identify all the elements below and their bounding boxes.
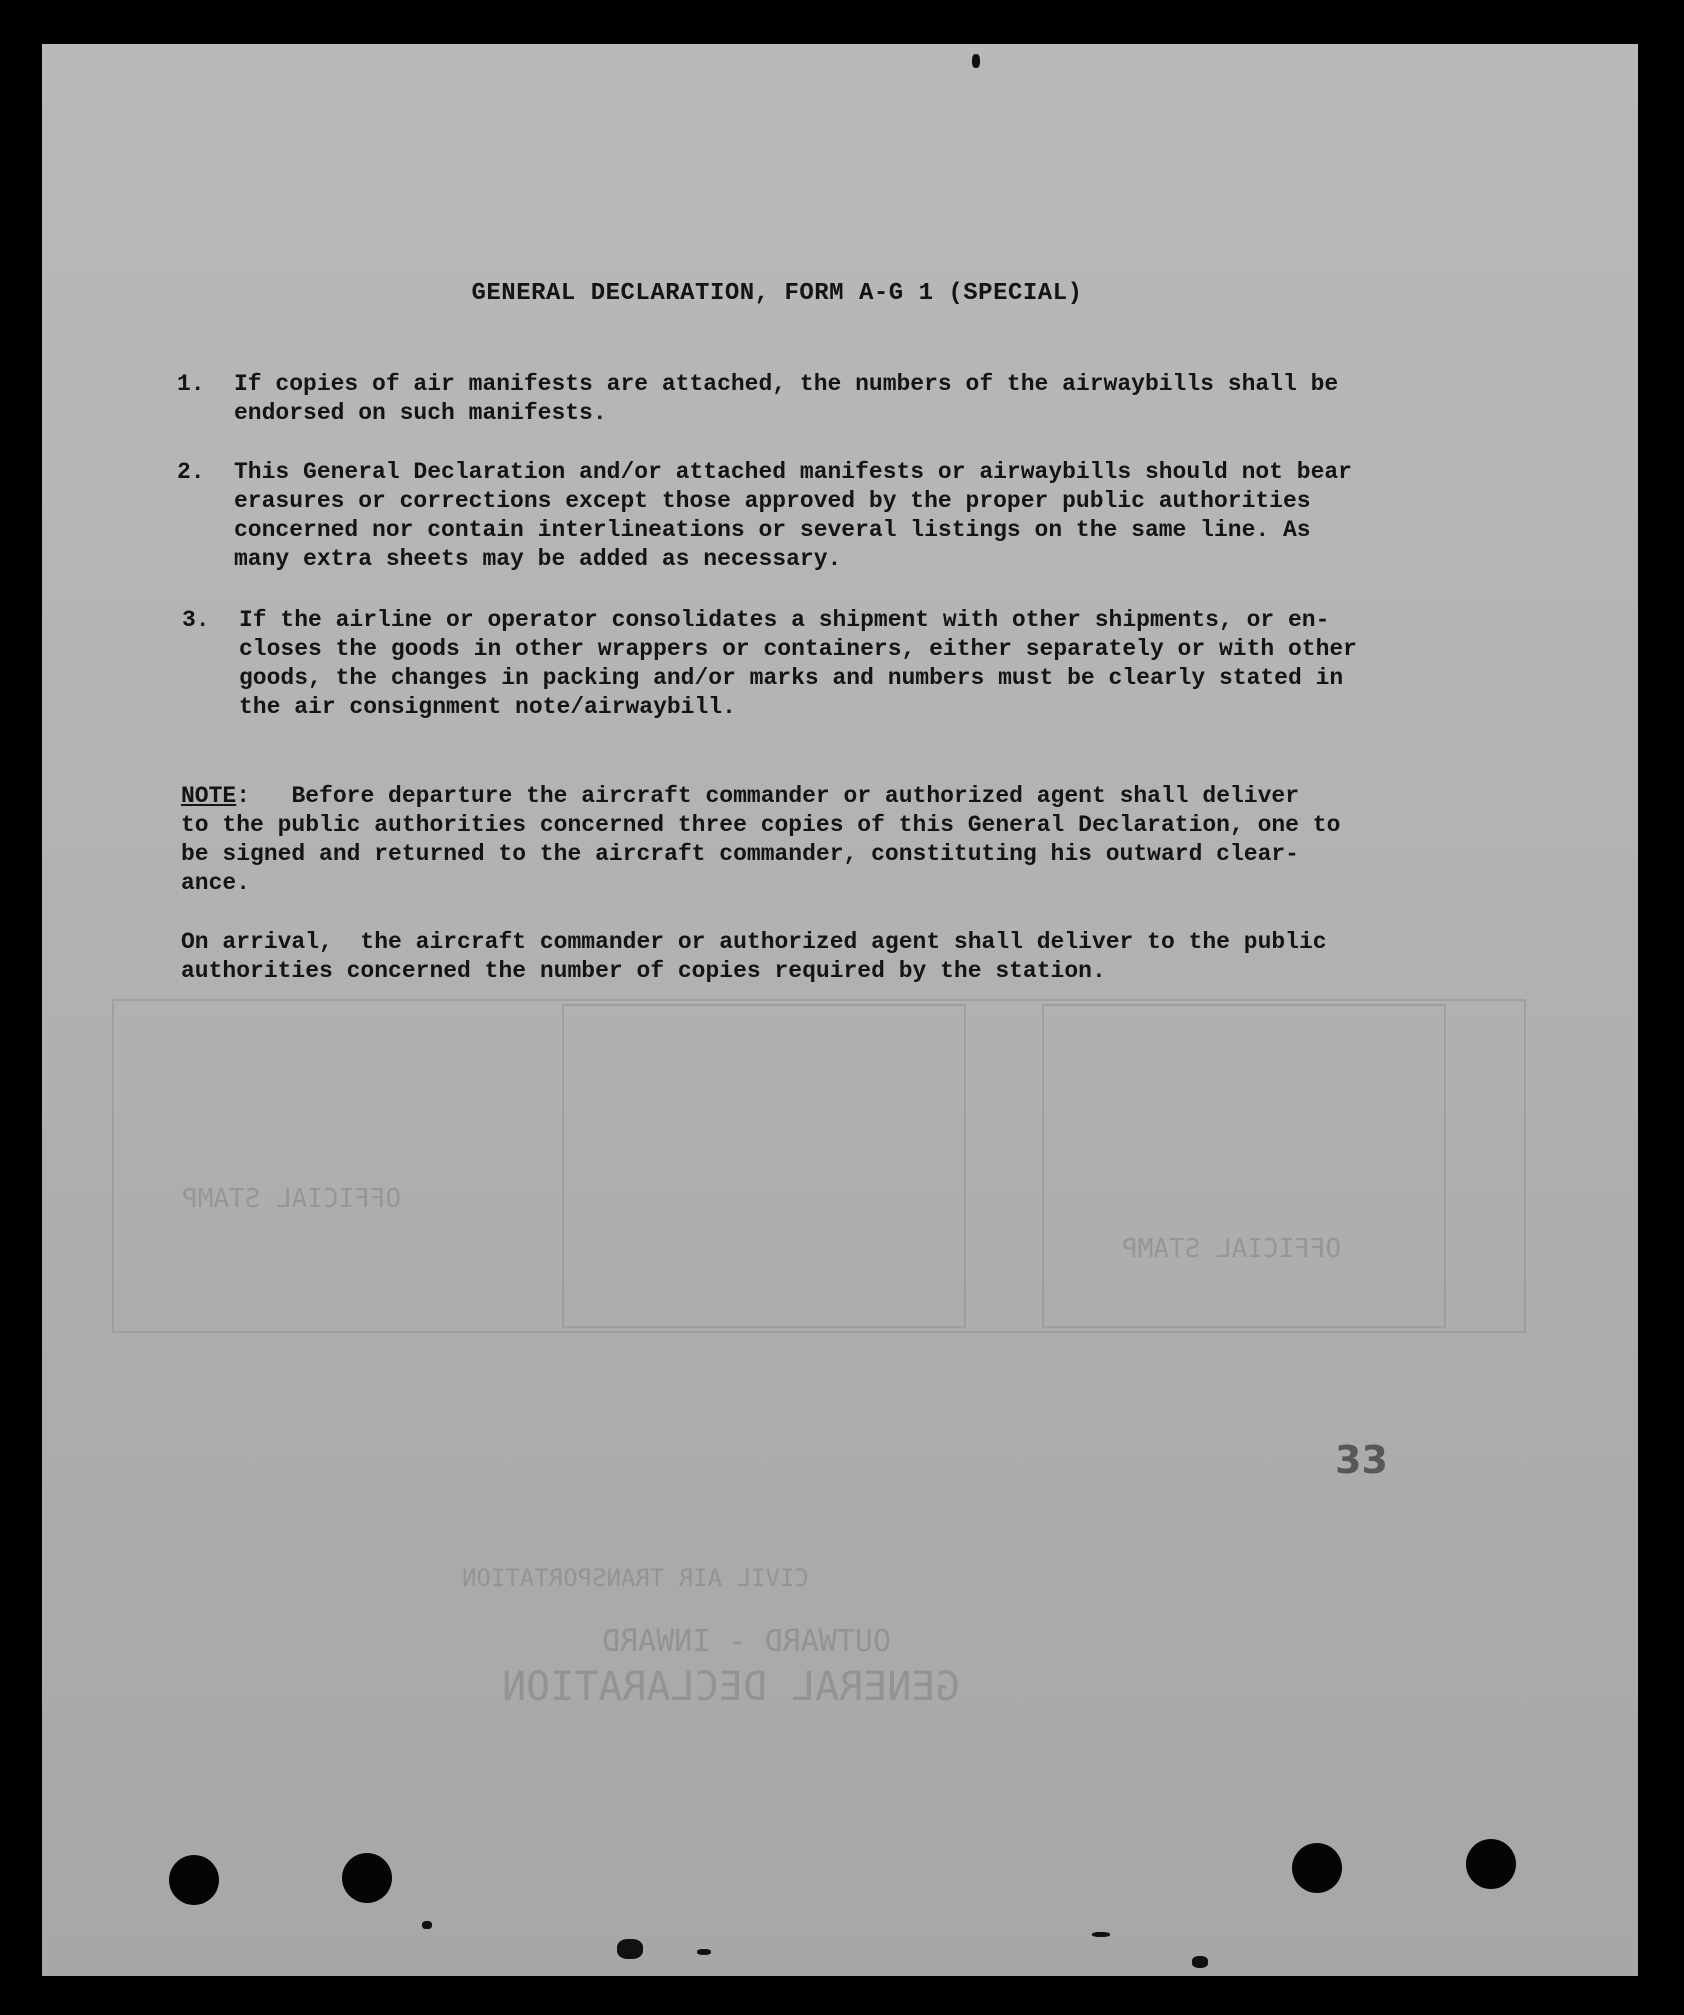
- punch-hole: [1292, 1843, 1342, 1893]
- item-line: goods, the changes in packing and/or marks and numbers must be clearly stated in: [239, 665, 1344, 691]
- list-item: [177, 370, 1338, 428]
- document-page: [42, 44, 1638, 1976]
- bleed-through-text: OFFICIAL STAMP: [1122, 1234, 1342, 1264]
- item-line: many extra sheets may be added as necessary.: [234, 546, 842, 572]
- speck: [1092, 1932, 1110, 1937]
- note-paragraph: [181, 782, 1340, 898]
- item-line: closes the goods in other wrappers or containers, either separately or with other: [239, 636, 1357, 662]
- punch-hole: [342, 1853, 392, 1903]
- speck: [1192, 1956, 1208, 1968]
- note-first-line: [181, 782, 1340, 811]
- note-label-suffix: :: [236, 783, 251, 809]
- item-line: erasures or corrections except those approved by the proper public authorities: [234, 488, 1311, 514]
- speck: [697, 1949, 711, 1955]
- arrival-paragraph: [181, 928, 1327, 986]
- note-line: to the public authorities concerned three copies of this General Declaration, one to: [181, 812, 1341, 838]
- note-line: Before departure the aircraft commander or authorized agent shall deliver: [250, 783, 1300, 809]
- speck: [972, 54, 980, 68]
- list-item: [177, 458, 1352, 574]
- item-line: If copies of air manifests are attached, the numbers of the airwaybills shall be: [234, 371, 1339, 397]
- item-line: endorsed on such manifests.: [234, 400, 607, 426]
- item-number: 3.: [182, 607, 210, 633]
- item-number: 2.: [177, 459, 205, 485]
- speck: [422, 1921, 432, 1929]
- note-line: ance.: [181, 870, 251, 896]
- note-label: NOTE: [181, 783, 237, 809]
- note-line: be signed and returned to the aircraft commander, constituting his outward clear-: [181, 841, 1299, 867]
- list-item: [182, 606, 1357, 722]
- page-number: 33: [1335, 1438, 1388, 1482]
- document-content: [42, 44, 1638, 1976]
- item-line: the air consignment note/airwaybill.: [239, 694, 736, 720]
- arrival-line: On arrival, the aircraft commander or authorized agent shall deliver to the public: [181, 929, 1327, 955]
- speck: [617, 1939, 643, 1959]
- item-number: 1.: [177, 371, 205, 397]
- item-line: If the airline or operator consolidates a shipment with other shipments, or en-: [239, 607, 1330, 633]
- bleed-through-text: OFFICIAL STAMP: [182, 1184, 402, 1214]
- document-title: GENERAL DECLARATION, FORM A-G 1 (SPECIAL): [471, 280, 1083, 307]
- bleed-through-text: OUTWARD - INWARD: [602, 1624, 891, 1659]
- bleed-through-text: CIVIL AIR TRANSPORTATION: [462, 1564, 809, 1592]
- item-line: concerned nor contain interlineations or several listings on the same line. As: [234, 517, 1311, 543]
- item-line: This General Declaration and/or attached manifests or airwaybills should not bear: [234, 459, 1352, 485]
- punch-hole: [169, 1855, 219, 1905]
- punch-hole: [1466, 1839, 1516, 1889]
- arrival-line: authorities concerned the number of copies required by the station.: [181, 958, 1106, 984]
- bleed-through-text: GENERAL DECLARATION: [502, 1664, 960, 1710]
